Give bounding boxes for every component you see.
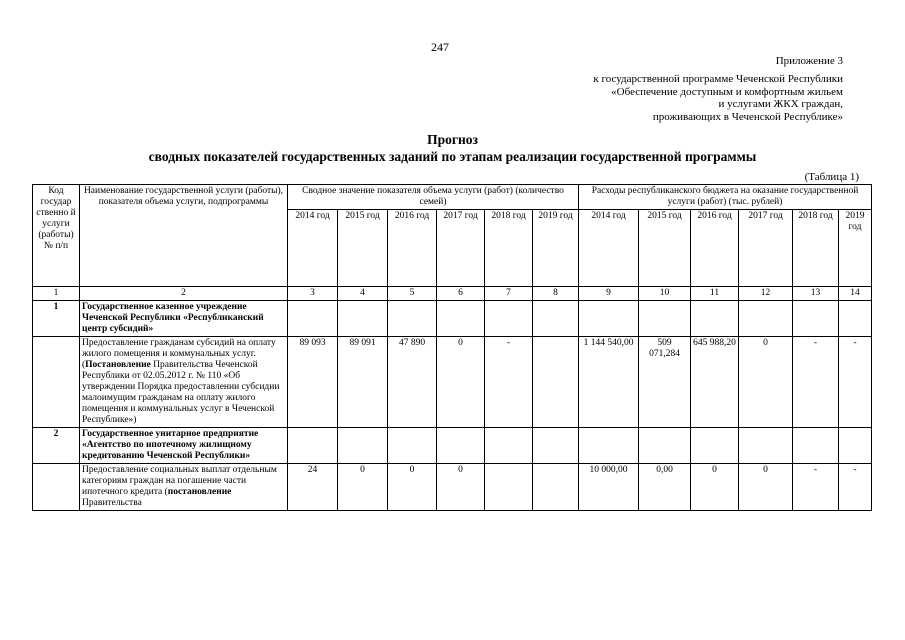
column-number: 13 xyxy=(793,287,839,301)
expense-value: 0,00 xyxy=(639,464,691,511)
header-expense-year: 2014 год xyxy=(579,210,639,287)
volume-value xyxy=(533,464,579,511)
section-number: 1 xyxy=(33,301,80,337)
service-desc-rest: Правительства Чеченской Республики от 02.05.2012 г. № 110 «Об утверждении Порядка предоставлении субсидии малоимущим гражданам на оплату жилого помещения и коммунальных услуг в Чеченской Республике») xyxy=(82,360,280,425)
section-title: Государственное казенное учреждение Чеченской Республики «Республиканский центр субсидий» xyxy=(80,301,288,337)
column-number: 6 xyxy=(437,287,485,301)
header-volume-year: 2017 год xyxy=(437,210,485,287)
section-title: Государственное унитарное предприятие «Агентство по ипотечному жилищному кредитованию Чеченской Республики» xyxy=(80,428,288,464)
reference-line: «Обеспечение доступным и комфортным жильем xyxy=(611,85,843,98)
indicators-table xyxy=(32,184,872,511)
table-note: (Таблица 1) xyxy=(804,171,859,183)
appendix-label: Приложение 3 xyxy=(775,55,843,67)
expense-value: - xyxy=(839,464,872,511)
expense-value: 645 988,20 xyxy=(691,337,739,428)
service-description xyxy=(80,464,288,511)
expense-value: - xyxy=(793,337,839,428)
column-number: 4 xyxy=(338,287,388,301)
header-expense-year: 2018 год xyxy=(793,210,839,287)
section-number: 2 xyxy=(33,428,80,464)
service-desc-text: Предоставление социальных выплат отдельным категориям граждан на погашение части ипотечного кредита ( xyxy=(82,465,277,497)
volume-value: 0 xyxy=(437,464,485,511)
volume-value: 89 091 xyxy=(338,337,388,428)
column-number: 14 xyxy=(839,287,872,301)
column-number: 12 xyxy=(739,287,793,301)
header-volume-year: 2016 год xyxy=(388,210,437,287)
header-volume-year: 2018 год xyxy=(485,210,533,287)
expense-value: 509 071,284 xyxy=(639,337,691,428)
header-name: Наименование государственной услуги (работы), показателя объема услуги, подпрограммы xyxy=(80,185,288,287)
expense-value: 10 000,00 xyxy=(579,464,639,511)
service-desc-text: Предоставление гражданам субсидий на оплату жилого помещения и коммунальных услуг. ( xyxy=(82,338,276,370)
service-desc-bold: постановление xyxy=(167,487,232,497)
column-number: 2 xyxy=(80,287,288,301)
volume-value: 89 093 xyxy=(288,337,338,428)
header-code: Код государ ственно й услуги (работы) № п/п xyxy=(33,185,80,287)
volume-value: 24 xyxy=(288,464,338,511)
header-expense-group: Расходы республиканского бюджета на оказание государственной услуги (работ) (тыс. рублей) xyxy=(579,185,872,210)
volume-value xyxy=(533,337,579,428)
header-expense-year: 2016 год xyxy=(691,210,739,287)
column-number: 3 xyxy=(288,287,338,301)
service-row-1 xyxy=(33,337,872,428)
volume-value: 0 xyxy=(388,464,437,511)
page-number: 247 xyxy=(431,40,449,54)
expense-value: 0 xyxy=(739,337,793,428)
service-row-2 xyxy=(33,464,872,511)
column-number: 10 xyxy=(639,287,691,301)
volume-value: - xyxy=(485,337,533,428)
service-description xyxy=(80,337,288,428)
expense-value: 0 xyxy=(739,464,793,511)
reference-line: и услугами ЖКХ граждан, xyxy=(718,98,843,111)
header-expense-year: 2015 год xyxy=(639,210,691,287)
section-row-2 xyxy=(33,428,872,464)
header-volume-year: 2019 год xyxy=(533,210,579,287)
appendix-reference xyxy=(593,73,843,123)
column-number: 8 xyxy=(533,287,579,301)
section-row-1 xyxy=(33,301,872,337)
title-line-2: сводных показателей государственных заданий по этапам реализации государственной программы xyxy=(148,149,757,164)
header-volume-year: 2014 год xyxy=(288,210,338,287)
title-line-1: Прогноз xyxy=(427,132,478,147)
volume-value: 0 xyxy=(338,464,388,511)
header-row-1 xyxy=(33,185,872,210)
service-desc-bold: Постановление xyxy=(85,360,151,370)
expense-value: 1 144 540,00 xyxy=(579,337,639,428)
column-number: 9 xyxy=(579,287,639,301)
volume-value: 47 890 xyxy=(388,337,437,428)
expense-value: - xyxy=(839,337,872,428)
volume-value xyxy=(485,464,533,511)
document-title xyxy=(0,131,905,165)
column-number-row xyxy=(33,287,872,301)
expense-value: 0 xyxy=(691,464,739,511)
reference-line: к государственной программе Чеченской Республики xyxy=(593,73,843,85)
header-volume-group: Сводное значение показателя объема услуги (работ) (количество семей) xyxy=(288,185,579,210)
header-expense-year: 2017 год xyxy=(739,210,793,287)
reference-line: проживающих в Чеченской Республике» xyxy=(652,110,843,123)
column-number: 5 xyxy=(388,287,437,301)
header-volume-year: 2015 год xyxy=(338,210,388,287)
column-number: 11 xyxy=(691,287,739,301)
service-desc-rest: Правительства xyxy=(82,498,142,508)
column-number: 1 xyxy=(33,287,80,301)
header-expense-year: 2019 год xyxy=(839,210,872,287)
column-number: 7 xyxy=(485,287,533,301)
volume-value: 0 xyxy=(437,337,485,428)
expense-value: - xyxy=(793,464,839,511)
